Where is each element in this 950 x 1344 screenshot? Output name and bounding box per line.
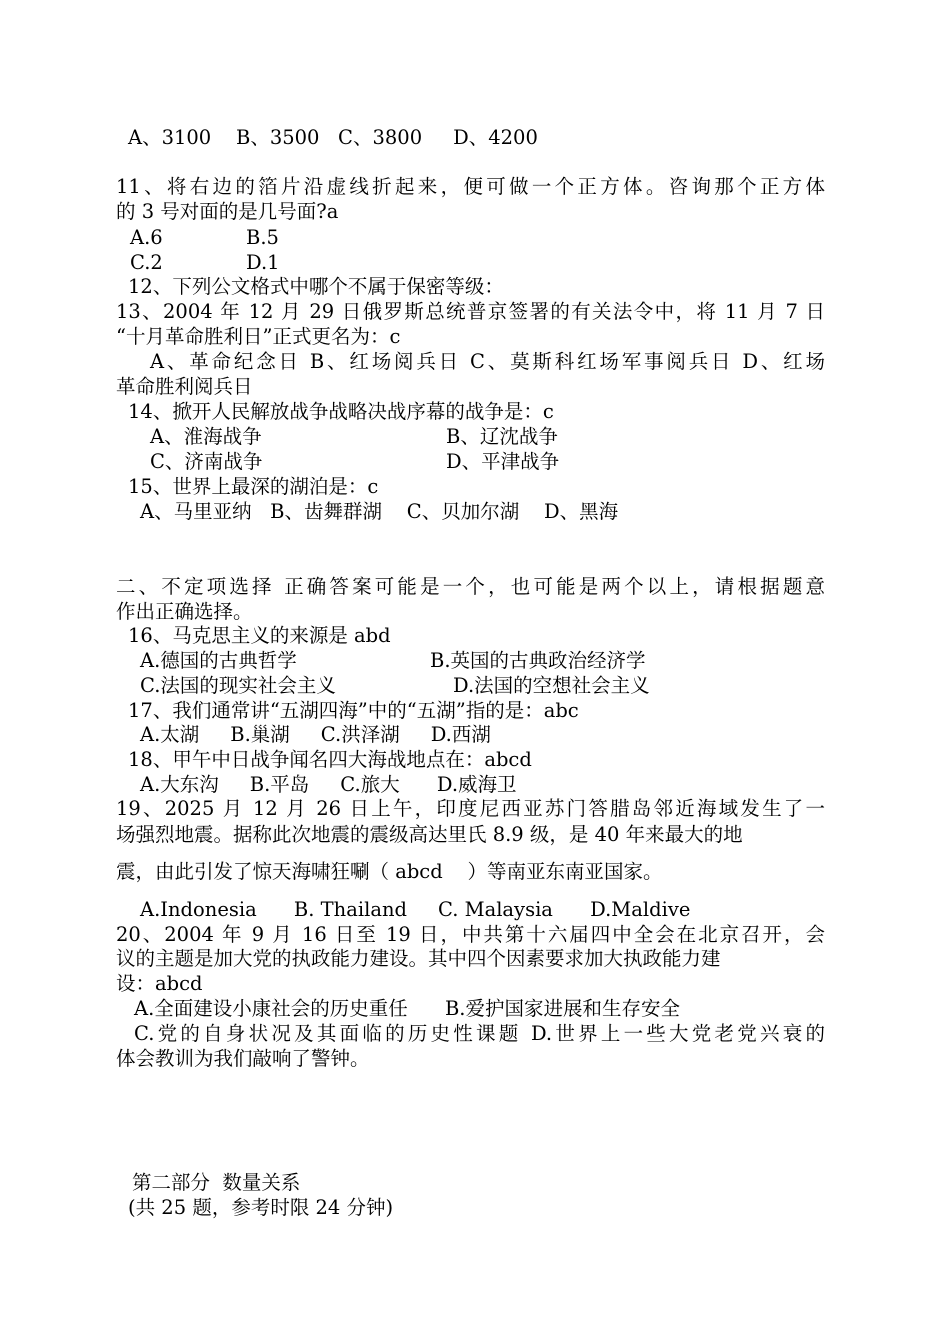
q20-text-line3: 设：abcd	[116, 972, 203, 995]
q11-text-line1: 11、将右边的箔片沿虚线折起来，便可做一个正方体。咨询那个正方体	[116, 175, 825, 198]
q13-text-line1: 13、2004 年 12 月 29 日俄罗斯总统普京签署的有关法令中，将 11 月 7 日	[116, 300, 825, 323]
q13-options-line1: A、革命纪念日 B、红场阅兵日 C、莫斯科红场军事阅兵日 D、红场	[150, 350, 825, 373]
q14-option-c: C、济南战争	[150, 450, 263, 473]
q20-options-line3: 体会教训为我们敲响了警钟。	[116, 1047, 370, 1070]
q11-option-a: A.6	[130, 226, 163, 249]
q16-option-c: C.法国的现实社会主义	[140, 674, 336, 697]
q20-options-line2: C.党的自身状况及其面临的历史性课题 D.世界上一些大党老党兴衰的	[134, 1022, 825, 1045]
q10-options: A、3100 B、3500 C、3800 D、4200	[128, 126, 538, 149]
q13-options-line2: 革命胜利阅兵日	[116, 375, 253, 398]
section2-heading-line2: 作出正确选择。	[116, 600, 253, 623]
q15-options: A、马里亚纳 B、齿舞群湖 C、贝加尔湖 D、黑海	[140, 500, 619, 523]
part2-title: 第二部分 数量关系	[132, 1171, 301, 1194]
q18-text: 18、甲午中日战争闻名四大海战地点在：abcd	[128, 748, 532, 771]
q11-option-d: D.1	[246, 251, 280, 274]
q16-option-d: D.法国的空想社会主义	[453, 674, 650, 697]
q13-text-line2: “十月革命胜利日”正式更名为：c	[116, 325, 401, 348]
q19-options: A.Indonesia B. Thailand C. Malaysia D.Maldive	[140, 898, 691, 921]
q16-option-a: A.德国的古典哲学	[140, 649, 297, 672]
section2-heading-line1: 二、不定项选择 正确答案可能是一个，也可能是两个以上，请根据题意	[116, 575, 825, 598]
part2-subtitle: (共 25 题，参考时限 24 分钟)	[128, 1196, 394, 1219]
q15-text: 15、世界上最深的湖泊是：c	[128, 475, 379, 498]
q11-text-line2: 的 3 号对面的是几号面?a	[116, 200, 339, 223]
q20-options-line1: A.全面建设小康社会的历史重任 B.爱护国家进展和生存安全	[134, 997, 681, 1020]
q19-text-line3: 震，由此引发了惊天海啸狂唰（ abcd ）等南亚东南亚国家。	[116, 860, 663, 883]
q14-text: 14、掀开人民解放战争战略决战序幕的战争是：c	[128, 400, 554, 423]
q14-option-d: D、平津战争	[446, 450, 560, 473]
q16-option-b: B.英国的古典政治经济学	[430, 649, 646, 672]
q17-options: A.太湖 B.巢湖 C.洪泽湖 D.西湖	[140, 723, 491, 746]
q18-options: A.大东沟 B.平岛 C.旅大 D.威海卫	[140, 773, 517, 796]
q11-option-c: C.2	[130, 251, 163, 274]
q19-text-line1: 19、2025 月 12 月 26 日上午，印度尼西亚苏门答腊岛邻近海域发生了一	[116, 797, 825, 820]
q20-text-line2: 议的主题是加大党的执政能力建设。其中四个因素要求加大执政能力建	[116, 947, 721, 970]
q14-option-b: B、辽沈战争	[446, 425, 558, 448]
q11-option-b: B.5	[246, 226, 279, 249]
q19-text-line2: 场强烈地震。据称此次地震的震级高达里氏 8.9 级，是 40 年来最大的地	[116, 823, 743, 846]
q16-text: 16、马克思主义的来源是 abd	[128, 624, 391, 647]
q17-text: 17、我们通常讲“五湖四海”中的“五湖”指的是：abc	[128, 699, 579, 722]
q20-text-line1: 20、2004 年 9 月 16 日至 19 日，中共第十六届四中全会在北京召开，会	[116, 923, 825, 946]
q14-option-a: A、淮海战争	[150, 425, 262, 448]
q12-text: 12、下列公文格式中哪个不属于保密等级：	[128, 275, 504, 298]
